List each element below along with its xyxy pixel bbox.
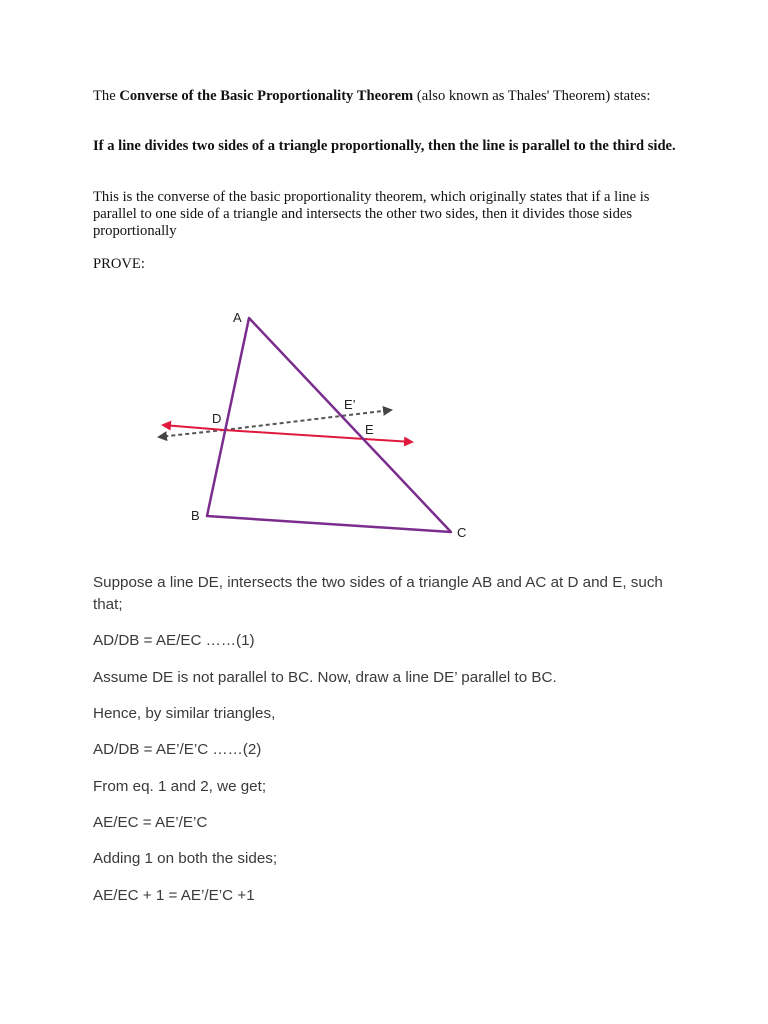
explanation-paragraph: This is the converse of the basic proportionality theorem, which originally states that if a line is parallel to one side of a triangle and intersects the other two sides, then it divides those sides proportionally (93, 189, 650, 239)
proof-hence: Hence, by similar triangles, (93, 705, 276, 722)
triangle-diagram (150, 300, 480, 550)
label-e-prime: E’ (344, 397, 356, 412)
proof-from: From eq. 1 and 2, we get; (93, 778, 267, 795)
prove-label: PROVE: (93, 256, 145, 272)
line-de-right (224, 430, 412, 442)
equation-4: AE/EC + 1 = AE’/E’C +1 (93, 887, 255, 904)
proof-adding: Adding 1 on both the sides; (93, 850, 278, 867)
label-e: E (365, 422, 374, 437)
line-de-prime-left (159, 430, 224, 437)
equation-3: AE/EC = AE’/E’C (93, 814, 208, 831)
intro-paragraph (93, 88, 678, 105)
triangle-abc (207, 318, 451, 532)
label-d: D (212, 411, 222, 426)
equation-2: AD/DB = AE’/E’C ……(2) (93, 741, 262, 758)
label-a: A (233, 310, 242, 325)
label-b: B (191, 508, 200, 523)
proof-assume: Assume DE is not parallel to BC. Now, draw a line DE’ parallel to BC. (93, 669, 557, 686)
intro-prefix: The (93, 88, 120, 104)
proof-line-1: Suppose a line DE, intersects the two sides of a triangle AB and AC at D and E, such that; (93, 574, 663, 613)
intro-suffix: (also known as Thales' Theorem) states: (413, 88, 651, 104)
theorem-statement: If a line divides two sides of a triangle proportionally, then the line is parallel to the third side. (93, 138, 676, 154)
theorem-name: Converse of the Basic Proportionality Theorem (119, 88, 414, 104)
label-c: C (457, 525, 467, 540)
equation-1: AD/DB = AE/EC ……(1) (93, 632, 255, 649)
